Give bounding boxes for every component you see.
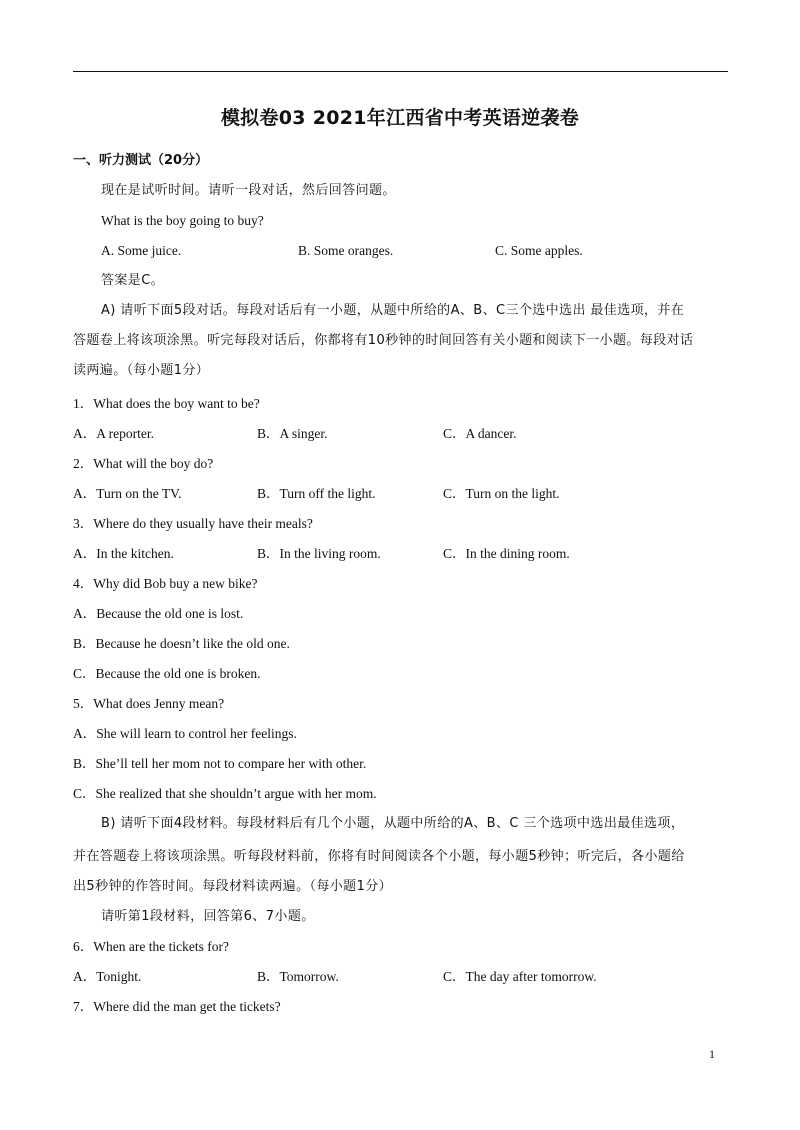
question-6: 6．When are the tickets for? [73, 939, 229, 954]
q2-option-a: A．Turn on the TV. [73, 486, 182, 501]
question-1-options [73, 425, 723, 443]
practice-question: What is the boy going to buy? [101, 213, 264, 228]
q5-option-a: A．She will learn to control her feelings. [73, 726, 297, 741]
part-b-instructions-line-2: 并在答题卷上将该项涂黑。听每段材料前，你将有时间阅读各个小题，每小题5秒钟；听完后，各小题给 [73, 849, 685, 864]
practice-option-c: C. Some apples. [495, 243, 583, 258]
q4-option-c: C．Because the old one is broken. [73, 666, 261, 681]
practice-options [101, 242, 721, 260]
q4-option-a: A．Because the old one is lost. [73, 606, 244, 621]
q2-option-c: C．Turn on the light. [443, 486, 560, 501]
part-b-instructions-line-3: 出5秒钟的作答时间。每段材料读两遍。（每小题1分） [73, 879, 393, 894]
q1-option-c: C．A dancer. [443, 426, 517, 441]
q3-option-a: A．In the kitchen. [73, 546, 174, 561]
q4-option-b: B．Because he doesn’t like the old one. [73, 636, 290, 651]
question-1: 1．What does the boy want to be? [73, 396, 260, 411]
q2-option-b: B．Turn off the light. [257, 486, 376, 501]
question-6-options [73, 968, 723, 986]
q6-option-b: B．Tomorrow. [257, 969, 339, 984]
q1-option-a: A．A reporter. [73, 426, 154, 441]
q3-option-b: B．In the living room. [257, 546, 381, 561]
practice-intro: 现在是试听时间。请听一段对话，然后回答问题。 [101, 183, 396, 198]
question-5: 5．What does Jenny mean? [73, 696, 225, 711]
part-a-instructions-line-3: 读两遍。（每小题1分） [73, 363, 210, 378]
question-3: 3．Where do they usually have their meals? [73, 516, 313, 531]
part-a-instructions-line-1: A) 请听下面5段对话。每段对话后有一小题，从题中所给的A、B、C三个选中选出 最佳选项，并在 [101, 303, 685, 318]
practice-answer: 答案是C。 [101, 273, 165, 288]
q5-option-b: B．She’ll tell her mom not to compare her with other. [73, 756, 367, 771]
practice-option-a: A. Some juice. [101, 243, 182, 258]
section-heading-listening: 一、听力测试（20分） [73, 153, 209, 168]
question-4: 4．Why did Bob buy a new bike? [73, 576, 258, 591]
q1-option-b: B．A singer. [257, 426, 328, 441]
document-title: 模拟卷03 2021年江西省中考英语逆袭卷 [220, 107, 580, 129]
question-2-options [73, 485, 723, 503]
material-1-instruction: 请听第1段材料，回答第6、7小题。 [101, 909, 315, 924]
q3-option-c: C．In the dining room. [443, 546, 570, 561]
question-2: 2．What will the boy do? [73, 456, 214, 471]
part-a-instructions-line-2: 答题卷上将该项涂黑。听完每段对话后，你都将有10秒钟的时间回答有关小题和阅读下一小题。每段对话 [73, 333, 694, 348]
q5-option-c: C．She realized that she shouldn’t argue with her mom. [73, 786, 377, 801]
q6-option-c: C．The day after tomorrow. [443, 969, 597, 984]
page-number: 1 [709, 1047, 715, 1061]
header-rule [73, 71, 728, 72]
question-3-options [73, 545, 723, 563]
part-b-instructions-line-1: B) 请听下面4段材料。每段材料后有几个小题，从题中所给的A、B、C 三个选项中选出最佳选项， [101, 816, 685, 831]
question-7: 7．Where did the man get the tickets? [73, 999, 281, 1014]
practice-option-b: B. Some oranges. [298, 243, 394, 258]
q6-option-a: A．Tonight. [73, 969, 142, 984]
